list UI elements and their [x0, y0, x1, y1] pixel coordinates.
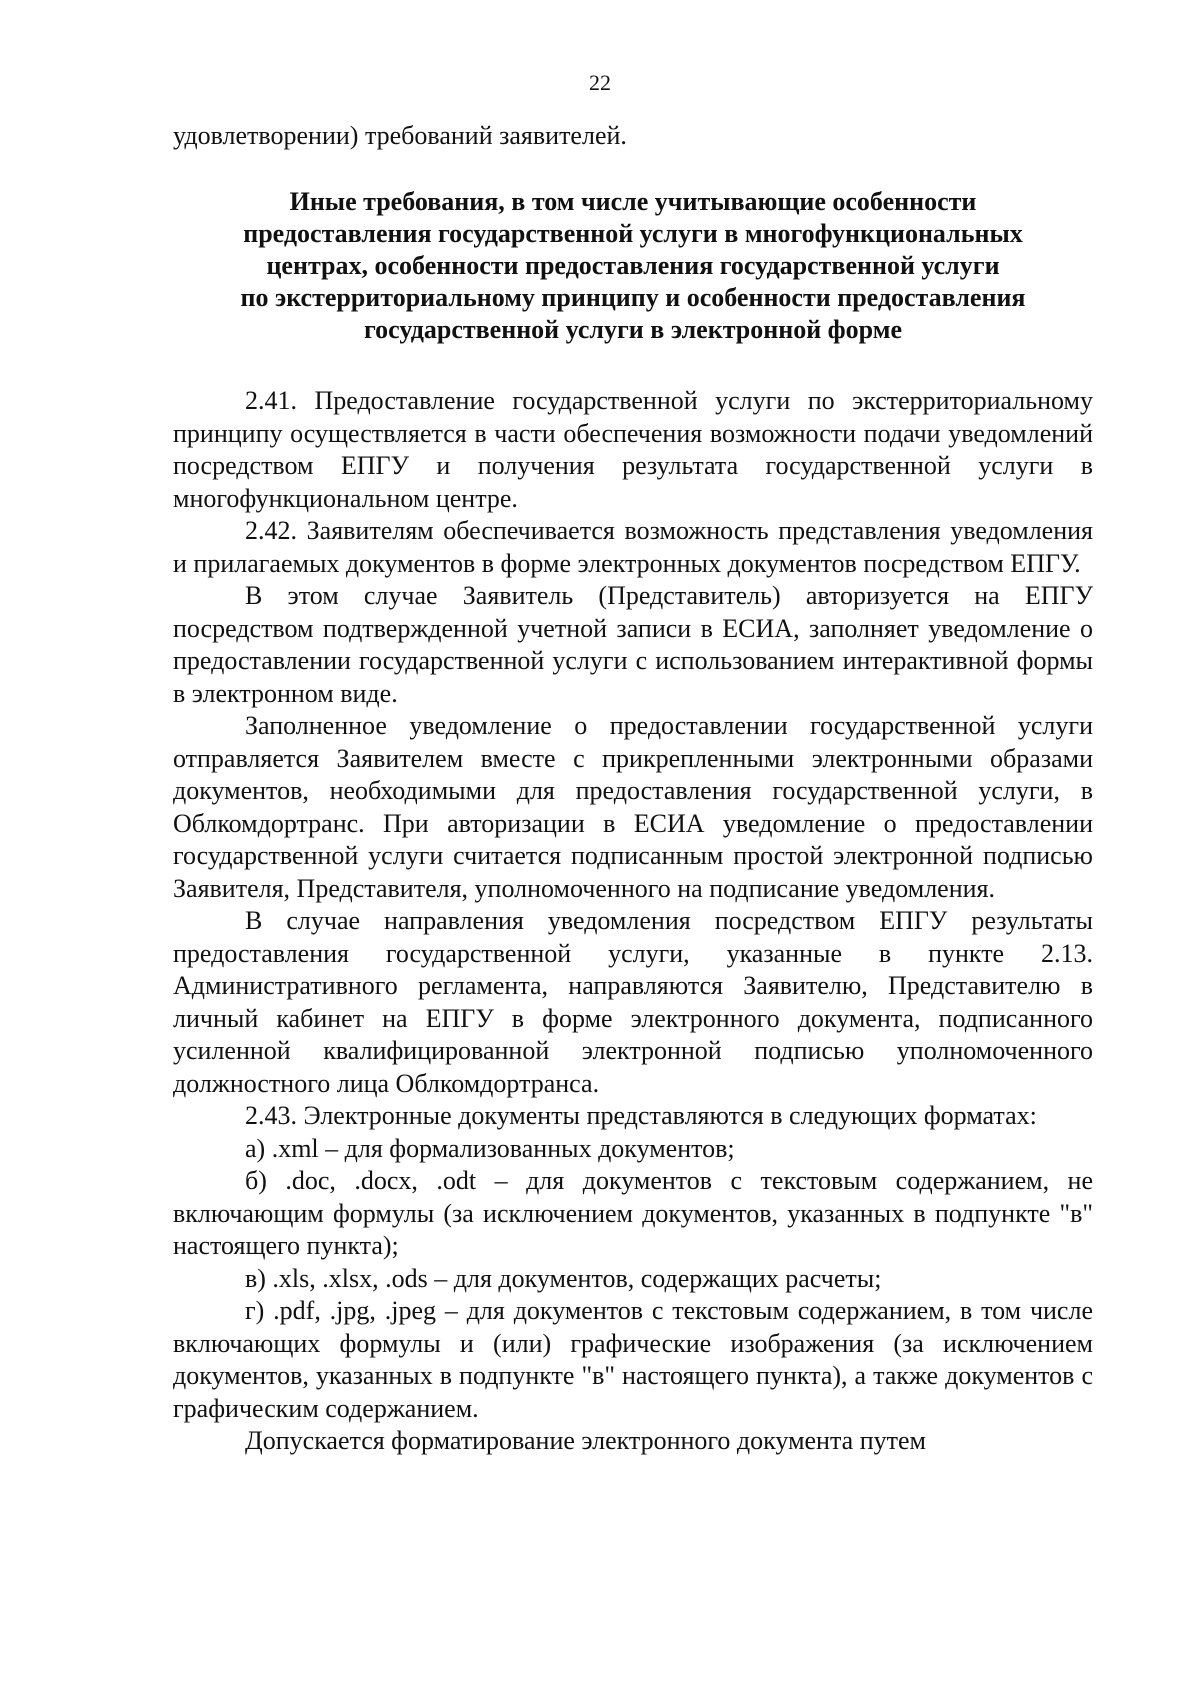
body-text [173, 385, 1093, 1458]
paragraph-epgu-authorization: В этом случае Заявитель (Представитель) авторизуется на ЕПГУ посредством подтвержденной учетной записи в ЕСИА, заполняет уведомление о предоставлении государственной услуги с использованием интерактивной формы в электронном виде. [173, 581, 1093, 708]
list-item-g: г) .pdf, .jpg, .jpeg – для документов с текстовым содержанием, в том числе включающих формулы и (или) графические изображения (за исключением документов, указанных в подпункте "в" настоящего пункта), а также документов с графическим содержанием. [173, 1296, 1093, 1423]
paragraph-filled-notification: Заполненное уведомление о предоставлении государственной услуги отправляется Заявителем вместе с прикрепленными электронными образами документов, необходимыми для предоставления государственной услуги, в Облкомдортранс. При авторизации в ЕСИА уведомление о предоставлении государственной услуги считается подписанным простой электронной подписью Заявителя, Представителя, уполномоченного на подписание уведомления. [173, 711, 1093, 903]
list-item-v: в) .xls, .xlsx, .ods – для документов, содержащих расчеты; [245, 1263, 882, 1293]
paragraph-2-43: 2.43. Электронные документы представляются в следующих форматах: [245, 1101, 1037, 1130]
paragraph-formatting: Допускается форматирование электронного документа путем [245, 1426, 926, 1455]
paragraph-2-42: 2.42. Заявителям обеспечивается возможность представления уведомления и прилагаемых документов в форме электронных документов посредством ЕПГУ. [173, 516, 1093, 578]
page-number: 22 [589, 70, 611, 95]
section-heading [173, 186, 1093, 346]
heading-line: предоставления государственной услуги в многофункциональных [243, 219, 1023, 248]
list-item-b: б) .doc, .docx, .odt – для документов с текстовым содержанием, не включающим формулы (за исключением документов, указанных в подпункте "в" настоящего пункта); [173, 1166, 1093, 1260]
paragraph-results-delivery: В случае направления уведомления посредством ЕПГУ результаты предоставления государственной услуги, указанные в пункте 2.13. Административного регламента, направляются Заявителю, Представителю в личный кабинет на ЕПГУ в форме электронного документа, подписанного усиленной квалифицированной электронной подписью уполномоченного должностного лица Облкомдортранса. [173, 906, 1093, 1098]
heading-line: государственной услуги в электронной форме [364, 315, 902, 344]
heading-line: Иные требования, в том числе учитывающие особенности [289, 187, 977, 216]
heading-line: центрах, особенности предоставления государственной услуги [266, 251, 1000, 280]
list-item-a: а) .xml – для формализованных документов; [245, 1133, 735, 1163]
heading-line: по экстерриториальному принципу и особенности предоставления [240, 283, 1026, 312]
continuation-text: удовлетворении) требований заявителей. [173, 121, 627, 150]
paragraph-2-41: 2.41. Предоставление государственной услуги по экстерриториальному принципу осуществляется в части обеспечения возможности подачи уведомлений посредством ЕПГУ и получения результата государственной услуги в многофункциональном центре. [173, 386, 1093, 513]
